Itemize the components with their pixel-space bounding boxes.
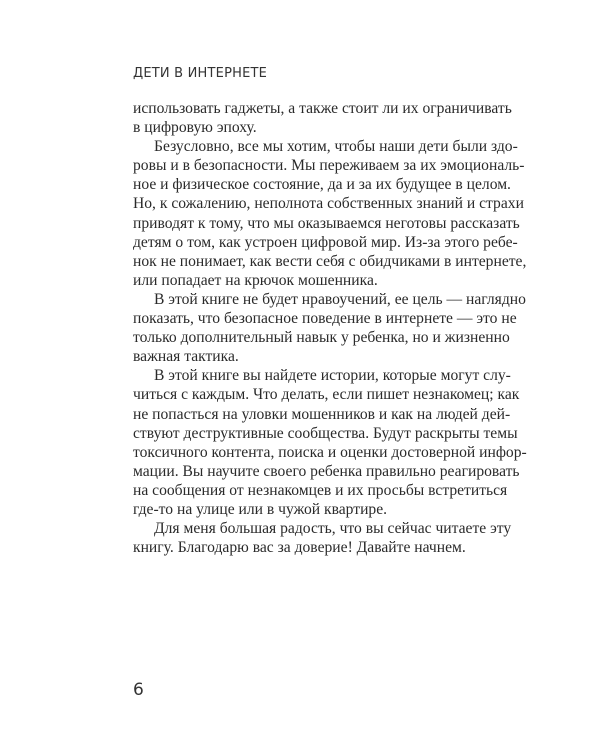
text-line: важная тактика. <box>133 348 239 366</box>
text-line: Для меня большая радость, что вы сейчас читаете эту <box>154 520 512 538</box>
text-line: ствуют деструктивные сообщества. Будут раскрыты темы <box>133 424 518 442</box>
text-line: мации. Вы научите своего ребенка правильно реагировать <box>133 462 520 480</box>
body-text <box>133 99 527 557</box>
text-line: В этой книге вы найдете истории, которые могут слу- <box>154 367 511 385</box>
text-line: Но, к сожалению, неполнота собственных знаний и страхи <box>133 195 524 213</box>
text-line: приводят к тому, что мы оказываемся неготовы рассказать <box>133 214 520 232</box>
text-line: показать, что безопасное поведение в интернете — это не <box>133 310 517 328</box>
text-line: детям о том, как устроен цифровой мир. Из-за этого ребе- <box>133 233 518 251</box>
text-line: читься с каждым. Что делать, если пишет незнакомец; как <box>133 386 520 404</box>
paragraph <box>133 519 512 557</box>
running-header: ДЕТИ В ИНТЕРНЕТЕ <box>133 66 268 81</box>
text-line: на сообщения от незнакомцев и их просьбы встретиться <box>133 481 508 499</box>
text-line: Безусловно, все мы хотим, чтобы наши дети были здо- <box>154 138 518 156</box>
page-number: 6 <box>133 680 144 700</box>
text-line: токсичного контента, поиска и оценки достоверной инфор- <box>133 443 527 461</box>
text-line: использовать гаджеты, а также стоит ли их ограничивать <box>133 100 512 117</box>
paragraph <box>133 366 527 519</box>
paragraph <box>133 137 527 290</box>
text-line: где-то на улице или в чужой квартире. <box>133 500 388 518</box>
paragraph <box>133 290 526 366</box>
text-line: только дополнительный навык у ребенка, но и жизненно <box>133 329 510 347</box>
text-line: не попасться на уловки мошенников и как на людей дей- <box>133 405 511 423</box>
text-line: В этой книге не будет нравоучений, ее цель — наглядно <box>154 290 526 308</box>
paragraph <box>133 99 512 137</box>
text-line: ное и физическое состояние, да и за их будущее в целом. <box>133 176 511 194</box>
text-line: в цифровую эпоху. <box>133 119 257 137</box>
text-line: нок не понимает, как вести себя с обидчиками в интернете, <box>133 252 527 270</box>
text-line: или попадает на крючок мошенника. <box>133 271 378 289</box>
text-line: книгу. Благодарю вас за доверие! Давайте начнем. <box>133 539 466 557</box>
text-line: ровы и в безопасности. Мы переживаем за их эмоциональ- <box>133 157 525 175</box>
